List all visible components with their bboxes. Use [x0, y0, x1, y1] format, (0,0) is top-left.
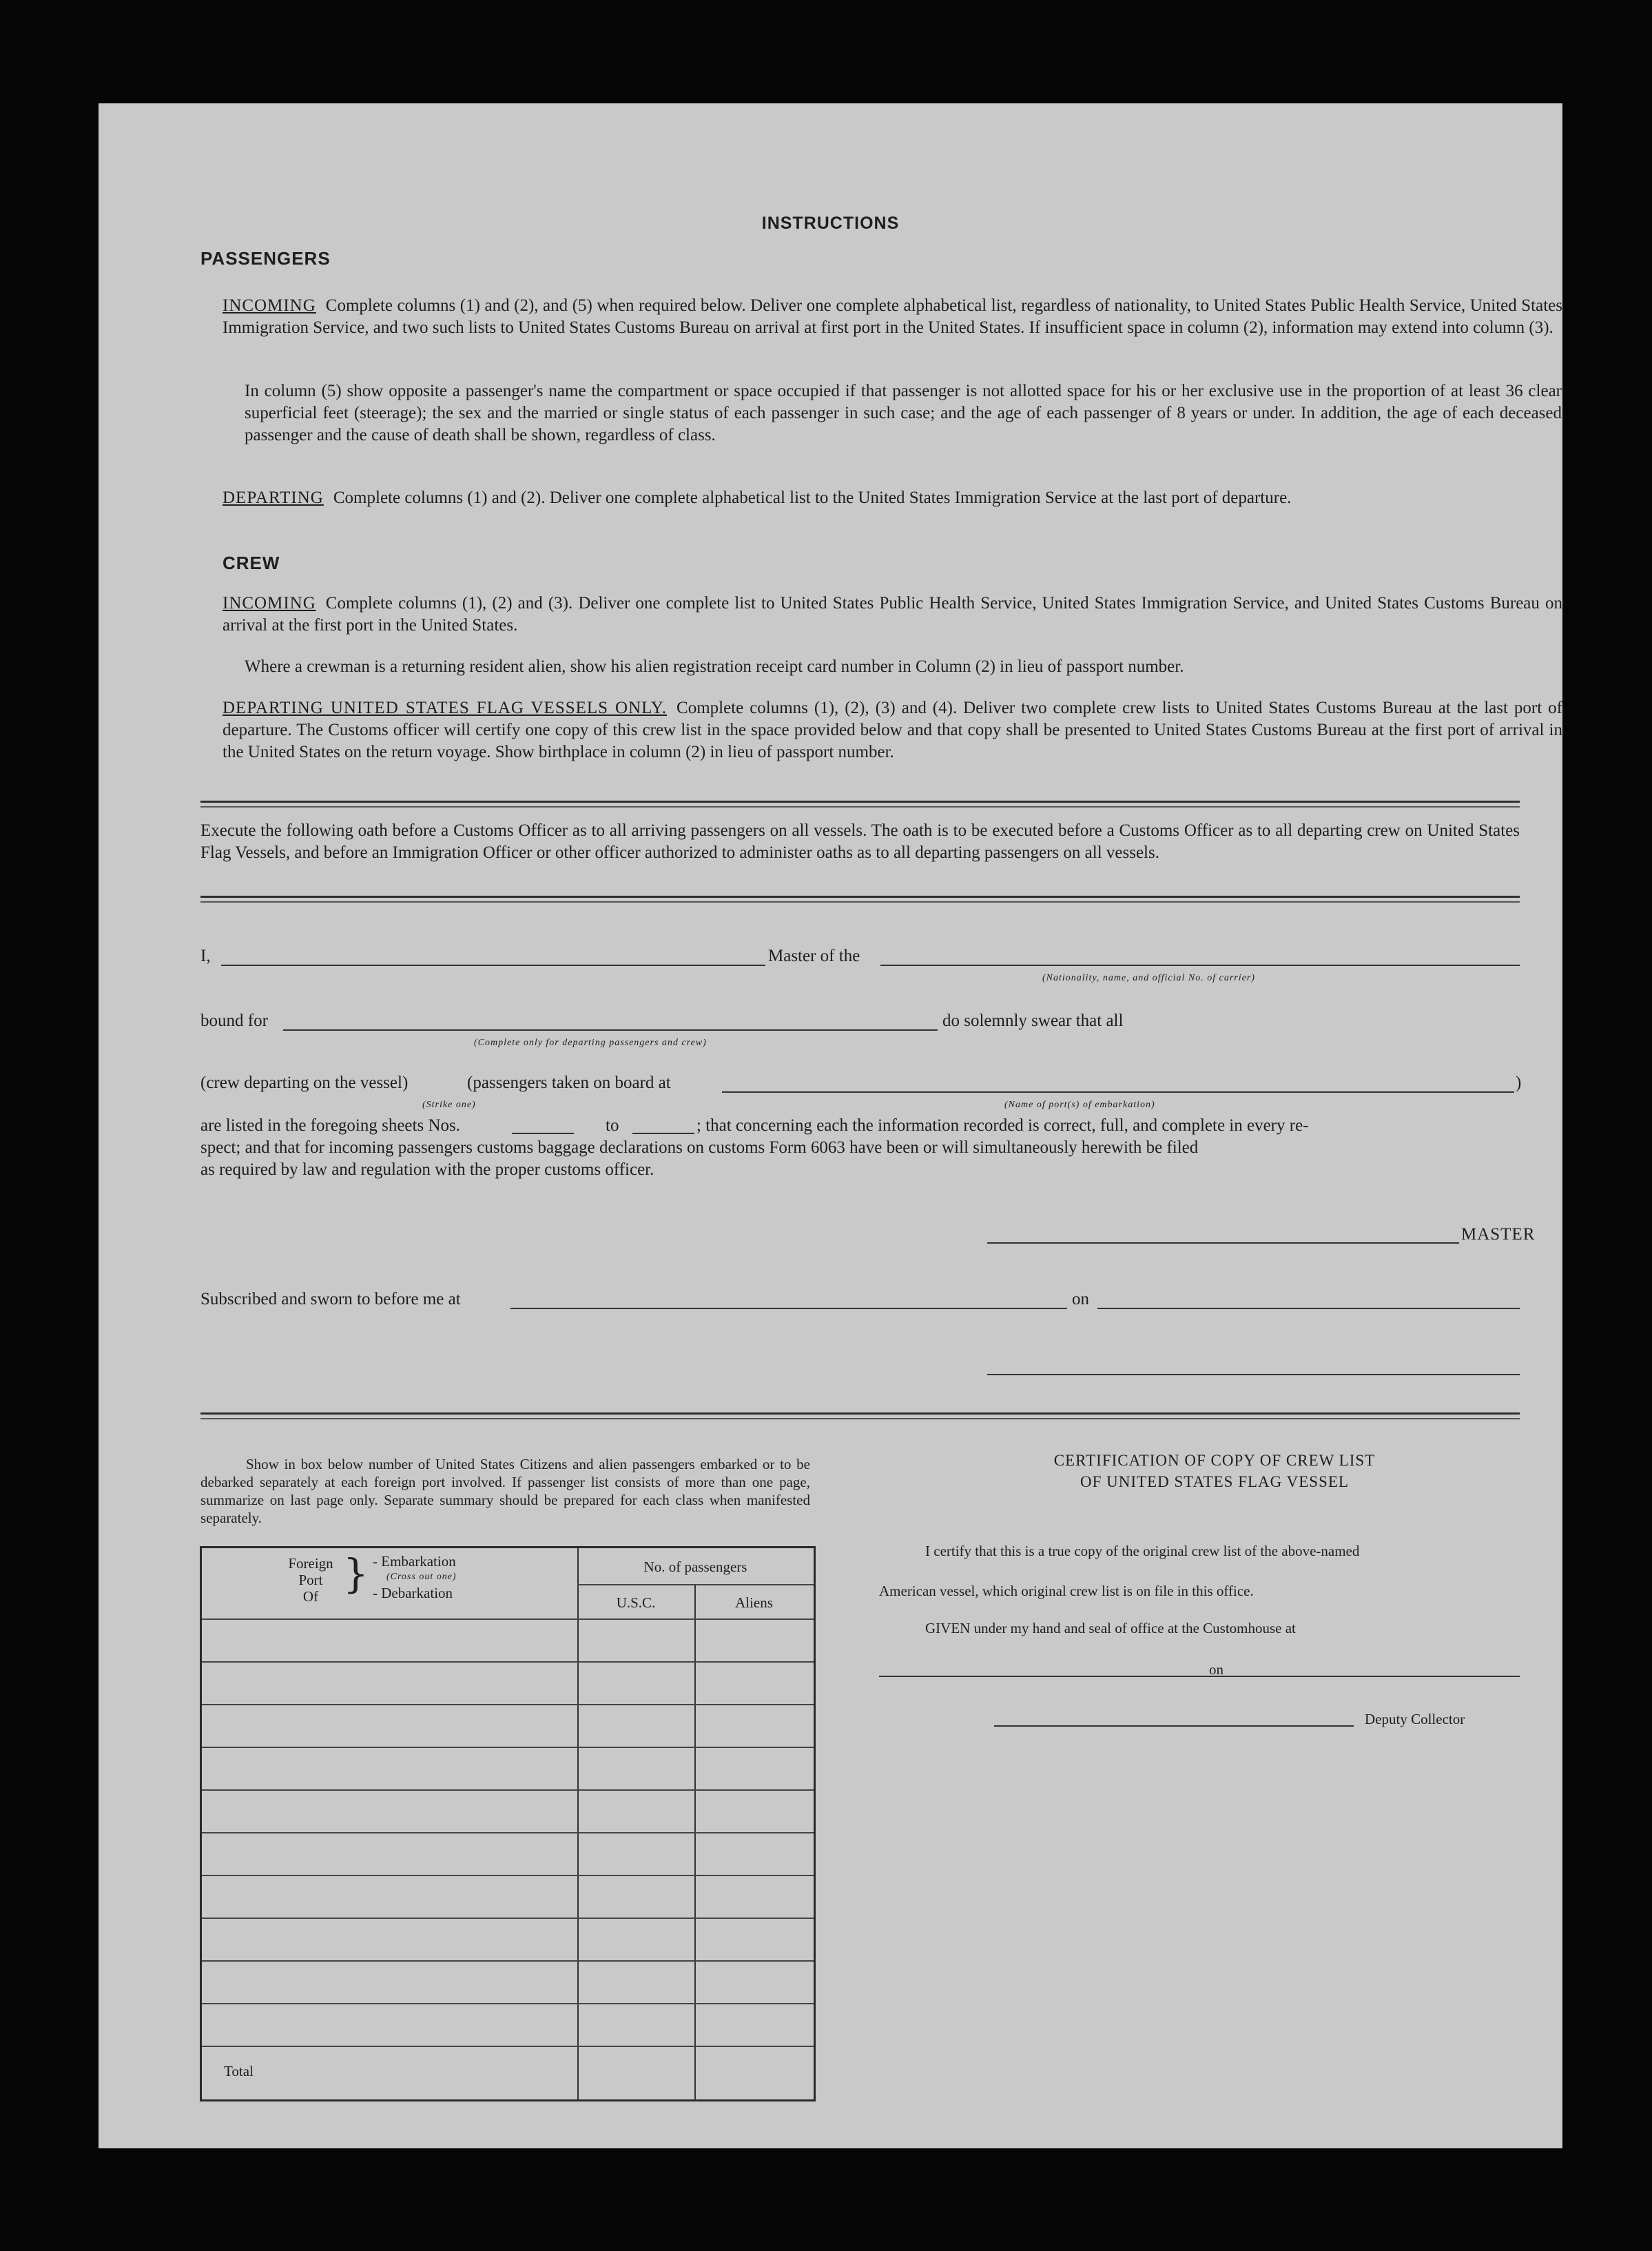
- swear-label: do solemnly swear that all: [942, 1011, 1124, 1030]
- ports-caption: (Name of port(s) of embarkation): [1004, 1100, 1155, 1110]
- sheet-to-field[interactable]: [632, 1133, 694, 1134]
- table-row: [202, 1704, 814, 1705]
- table-divider: [577, 1584, 814, 1585]
- section-divider: [200, 896, 1520, 903]
- listed-to: to: [606, 1116, 619, 1135]
- strike-one-caption: (Strike one): [422, 1100, 476, 1110]
- embarkation-option[interactable]: - Embarkation: [373, 1553, 456, 1570]
- crew-incoming-lead: INCOMING: [223, 594, 316, 613]
- brace-icon: }: [343, 1550, 369, 1597]
- officer-signature-field[interactable]: [987, 1374, 1520, 1375]
- cert-title-line2: OF UNITED STATES FLAG VESSEL: [1080, 1473, 1349, 1490]
- master-label: MASTER: [1461, 1225, 1536, 1244]
- listed-text-a: are listed in the foregoing sheets Nos.: [200, 1116, 460, 1135]
- master-name-field[interactable]: [221, 965, 765, 966]
- crew-departing-paragraph: [223, 697, 1562, 763]
- instructions-title: INSTRUCTIONS: [761, 214, 900, 233]
- table-row: [202, 1832, 814, 1833]
- bound-for-field[interactable]: [283, 1029, 938, 1031]
- debarkation-option[interactable]: - Debarkation: [373, 1585, 453, 1601]
- total-label: Total: [224, 2063, 254, 2079]
- oath-i-label: I,: [200, 947, 211, 965]
- carrier-field[interactable]: [880, 965, 1520, 966]
- bound-for-label: bound for: [200, 1011, 268, 1030]
- passengers-departing-text: Complete columns (1) and (2). Deliver one complete alphabetical list to the United States Immigration Service at the last port of departure.: [333, 489, 1292, 507]
- cert-date-field[interactable]: [1228, 1676, 1520, 1677]
- passenger-summary-table: [200, 1546, 816, 2101]
- sworn-place-field[interactable]: [510, 1308, 1067, 1309]
- sworn-on-label: on: [1072, 1290, 1089, 1308]
- master-of-label: Master of the: [768, 947, 860, 965]
- table-row: [202, 1618, 814, 1620]
- table-row: [202, 1747, 814, 1748]
- table-row: [202, 1661, 814, 1663]
- crew-incoming-text: Complete columns (1), (2) and (3). Deliver one complete list to United States Public Health Service, United States Immigration Service, and United States Customs Bureau on arrival at the first port in the United States.: [223, 594, 1562, 635]
- foreign-label: Foreign: [288, 1555, 333, 1572]
- table-row: [202, 2046, 814, 2047]
- no-of-passengers-header: No. of passengers: [643, 1559, 747, 1575]
- crew-departing-option[interactable]: (crew departing on the vessel): [200, 1073, 409, 1092]
- section-divider: [200, 1412, 1520, 1419]
- master-signature-field[interactable]: [987, 1242, 1459, 1244]
- passengers-departing-paragraph: [223, 487, 1562, 509]
- passengers-incoming-text: Complete columns (1) and (2), and (5) when required below. Deliver one complete alphabetical list, regardless of nationality, to United States Public Health Service, United States Immigration Service, and two such lists to United States Customs Bureau on arrival at first port in the United States. If insufficient space in column (2), information may extend into column (3).: [223, 296, 1562, 337]
- nationality-caption: (Nationality, name, and official No. of carrier): [1042, 973, 1255, 983]
- cross-out-caption: (Cross out one): [386, 1572, 457, 1582]
- embarkation-port-field[interactable]: [722, 1091, 1514, 1093]
- oath-line2: spect; and that for incoming passengers customs baggage declarations on customs Form 6063 have been or will simultaneously herewith be filed: [200, 1138, 1199, 1157]
- sworn-date-field[interactable]: [1097, 1308, 1520, 1309]
- section-divider: [200, 801, 1520, 808]
- aliens-header: Aliens: [735, 1594, 773, 1611]
- deputy-collector-label: Deputy Collector: [1365, 1711, 1465, 1727]
- complete-caption: (Complete only for departing passengers and crew): [474, 1038, 707, 1048]
- table-row: [202, 2003, 814, 2004]
- table-row: [202, 1960, 814, 1962]
- usc-header: U.S.C.: [616, 1594, 656, 1611]
- foreign-port-of-label: [283, 1555, 338, 1605]
- passengers-taken-option[interactable]: (passengers taken on board at: [467, 1073, 671, 1092]
- cert-line1: I certify that this is a true copy of the original crew list of the above-named: [925, 1543, 1360, 1559]
- passengers-incoming-paragraph: [223, 295, 1562, 339]
- oath-intro: Execute the following oath before a Customs Officer as to all arriving passengers on all vessels. The oath is to be executed before a Customs Officer as to all departing crew on United States Flag Vessels, and before an Immigration Officer or other officer authorized to administer oaths as to all departing passengers on all vessels.: [200, 821, 1520, 862]
- crew-resident-paragraph: Where a crewman is a returning resident alien, show his alien registration receipt card number in Column (2) in lieu of passport number.: [245, 657, 1184, 676]
- passengers-column5-paragraph: In column (5) show opposite a passenger's name the compartment or space occupied if that passenger is not allotted space for his or her exclusive use in the proportion of at least 36 clear superficial feet (steerage); the sex and the married or single status of each passenger in such case; and the age of each passenger of 8 years or under. In addition, the age of each deceased passenger and the cause of death shall be shown, regardless of class.: [245, 382, 1562, 444]
- cert-on-label: on: [1209, 1661, 1223, 1678]
- subscribed-label: Subscribed and sworn to before me at: [200, 1290, 461, 1308]
- crew-incoming-paragraph: [223, 593, 1562, 637]
- passengers-departing-lead: DEPARTING: [223, 489, 324, 507]
- table-row: [202, 1918, 814, 1919]
- table-divider: [577, 1548, 579, 2099]
- box-instructions: Show in box below number of United States Citizens and alien passengers embarked or to be debarked separately at each foreign port involved. If passenger list consists of more than one page, summarize on last page only. Separate summary should be prepared for each class when manifested separately.: [200, 1456, 810, 1526]
- port-label: Port: [298, 1572, 323, 1588]
- crew-header: CREW: [223, 553, 280, 573]
- table-row: [202, 1875, 814, 1876]
- crew-departing-text: Complete columns (1), (2), (3) and (4). Deliver two complete crew lists to United States Customs Bureau at the last port of departure. The Customs officer will certify one copy of this crew list in the space provided below and that copy shall be presented to United States Customs Bureau at the first port of arrival in the United States on the return voyage. Show birthplace in column (2) in lieu of passport number.: [223, 699, 1562, 761]
- cert-line2: American vessel, which original crew list is on file in this office.: [879, 1583, 1254, 1599]
- deputy-signature-field[interactable]: [994, 1725, 1354, 1727]
- cert-title-line1: CERTIFICATION OF COPY OF CREW LIST: [1053, 1452, 1376, 1469]
- certification-title: [870, 1450, 1559, 1492]
- oath-line3: as required by law and regulation with the proper customs officer.: [200, 1160, 654, 1179]
- passengers-header: PASSENGERS: [200, 248, 331, 269]
- passengers-incoming-lead: INCOMING: [223, 296, 316, 315]
- form-sheet: [99, 103, 1562, 2148]
- of-label: Of: [302, 1588, 319, 1605]
- listed-text-b: ; that concerning each the information recorded is correct, full, and complete in every re-: [696, 1116, 1309, 1135]
- sheet-from-field[interactable]: [512, 1133, 574, 1134]
- crew-departing-lead: DEPARTING UNITED STATES FLAG VESSELS ONLY.: [223, 699, 668, 717]
- table-row: [202, 1789, 814, 1791]
- cert-line3: GIVEN under my hand and seal of office at the Customhouse at: [925, 1620, 1296, 1636]
- close-paren: ): [1516, 1073, 1522, 1092]
